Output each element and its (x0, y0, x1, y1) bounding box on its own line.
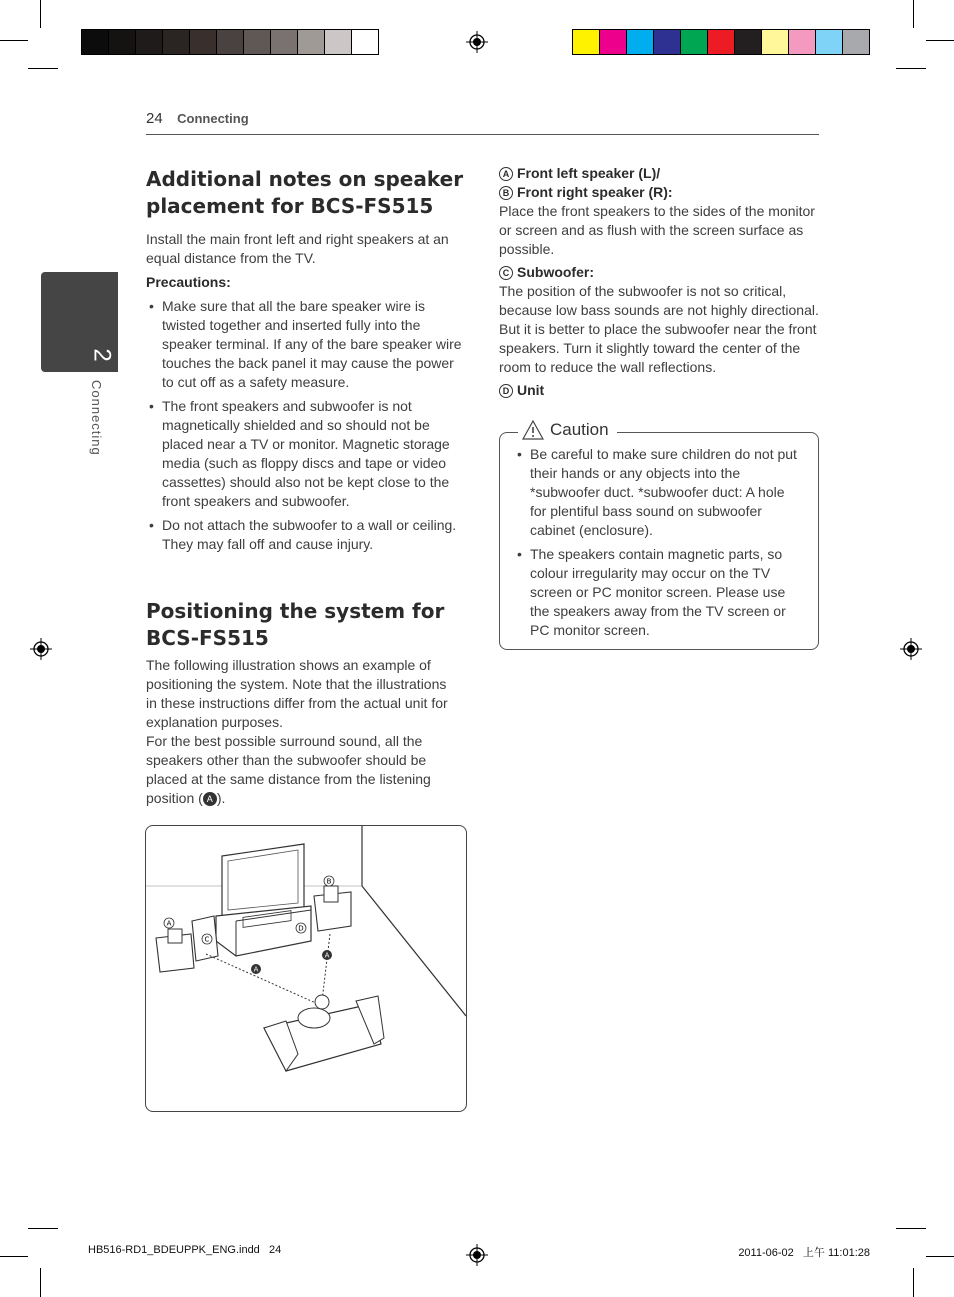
crop-mark (926, 1256, 954, 1257)
precautions-label: Precautions: (146, 274, 231, 290)
color-swatch (324, 29, 352, 55)
color-swatch (599, 29, 627, 55)
marker-c-icon: C (499, 266, 513, 280)
marker-b-icon: B (499, 186, 513, 200)
crop-mark (926, 40, 954, 41)
tv-icon (222, 844, 304, 916)
chapter-number: 2 (88, 348, 116, 362)
crop-mark (40, 0, 41, 28)
room-illustration (146, 826, 466, 1111)
color-swatch (243, 29, 271, 55)
precautions-list (146, 297, 466, 554)
item-d (499, 381, 821, 400)
speaker-a-box (168, 929, 182, 943)
label-d: D (298, 924, 304, 933)
item-b-label: Front right speaker (R): (517, 184, 673, 200)
crop-mark (913, 1268, 914, 1297)
list-item: • The front speakers and subwoofer is not magnetically shielded and so should not be placed near a TV or monitor. Magnetic storage media (such as floppy discs and tape or video cassettes) should also not be kept close to the front speakers and subwoofer. (146, 397, 466, 511)
color-swatch (734, 29, 762, 55)
color-swatch (680, 29, 708, 55)
color-swatch (653, 29, 681, 55)
distance-line (206, 954, 318, 1004)
heading-positioning: Positioning the system for BCS-FS515 (146, 599, 445, 650)
registration-mark-icon (900, 638, 922, 660)
crop-mark (896, 1228, 926, 1229)
warning-icon (522, 420, 544, 440)
color-swatch (135, 29, 163, 55)
positioning-section (146, 598, 458, 808)
chapter-tab (41, 272, 118, 372)
crop-mark (40, 1268, 41, 1297)
registration-mark-icon (30, 638, 52, 660)
caution-list (514, 445, 804, 645)
listener-body (298, 1008, 330, 1028)
distance-line (322, 934, 330, 1001)
color-swatch (81, 29, 109, 55)
label-c: C (204, 935, 210, 944)
registration-mark-icon (466, 31, 488, 53)
crop-mark (913, 0, 914, 28)
crop-mark (28, 1228, 58, 1229)
item-a (499, 164, 821, 183)
caution-header (518, 420, 617, 440)
color-swatch (815, 29, 843, 55)
item-d-label: Unit (517, 382, 545, 398)
registration-mark-icon (466, 1244, 488, 1266)
label-a-distance: A (324, 951, 330, 960)
positioning-paragraph: The following illustration shows an example of positioning the system. Note that the illustrations in these instructions differ from the actual unit for explanation purposes. (146, 657, 448, 730)
front-speakers-text: Place the front speakers to the sides of the monitor or screen and as flush with the screen surface as possible. (499, 203, 815, 257)
section-title: Connecting (177, 111, 249, 126)
color-swatch (788, 29, 816, 55)
page-number: 24 (146, 110, 163, 127)
left-column (146, 166, 466, 559)
marker-d-icon: D (499, 384, 513, 398)
list-item: • Do not attach the subwoofer to a wall or ceiling. They may fall off and cause injury. (146, 516, 466, 554)
speaker-b-box (324, 886, 338, 902)
crop-mark (28, 68, 58, 69)
color-swatch (162, 29, 190, 55)
footer-timestamp: 2011-06-02 上午 11:01:28 (738, 1247, 870, 1259)
label-b: B (326, 877, 332, 886)
surround-paragraph (146, 732, 458, 808)
page-header (146, 110, 819, 135)
label-a: A (166, 919, 172, 928)
caution-title: Caution (550, 420, 609, 439)
label-a-distance: A (253, 965, 259, 974)
color-swatch (572, 29, 600, 55)
footer-file: HB516-RD1_BDEUPPK_ENG.indd 24 (88, 1244, 282, 1256)
positioning-diagram (145, 825, 467, 1112)
color-swatch (189, 29, 217, 55)
color-swatch (761, 29, 789, 55)
color-swatch (626, 29, 654, 55)
crop-mark (0, 40, 28, 41)
color-swatch (707, 29, 735, 55)
color-swatch (108, 29, 136, 55)
listener-head-icon (315, 995, 329, 1009)
item-c-label: Subwoofer: (517, 264, 594, 280)
subwoofer-text: The position of the subwoofer is not so critical, because low bass sounds are not highly directional. But it is better to place the subwoofer near the front speakers. Turn it slightly toward the center of the room to reduce the wall reflections. (499, 283, 819, 375)
chapter-label: Connecting (89, 380, 104, 456)
marker-a-icon: A (499, 167, 513, 181)
color-swatch (297, 29, 325, 55)
color-swatch (270, 29, 298, 55)
crop-mark (0, 1256, 28, 1257)
list-item: • The speakers contain magnetic parts, so colour irregularity may occur on the TV screen or PC monitor screen. Please use the speakers away from the TV screen or PC monitor screen. (514, 545, 804, 640)
heading-speaker-placement: Additional notes on speaker placement for BCS-FS515 (146, 167, 464, 218)
color-swatch (842, 29, 870, 55)
item-a-label: Front left speaker (L)/ (517, 165, 661, 181)
room-wall (362, 826, 466, 1016)
intro-paragraph: Install the main front left and right speakers at an equal distance from the TV. (146, 231, 449, 266)
marker-a-icon: A (203, 792, 217, 806)
color-swatch (216, 29, 244, 55)
crop-mark (896, 68, 926, 69)
surround-text: For the best possible surround sound, all the speakers other than the subwoofer should be placed at the same distance from the listening position ( (146, 733, 431, 806)
surround-end: ). (216, 790, 226, 806)
item-c (499, 263, 821, 282)
list-item: • Make sure that all the bare speaker wire is twisted together and inserted fully into the speaker terminal. If any of the bare speaker wire touches the back panel it may cause the power to cut off as a safety measure. (146, 297, 466, 392)
right-column (499, 164, 821, 400)
caution-box (499, 420, 819, 650)
list-item: • Be careful to make sure children do not put their hands or any objects into the *subwoofer duct. *subwoofer duct: A hole for plentiful bass sound on subwoofer cabinet (enclosure). (514, 445, 804, 540)
color-swatch (351, 29, 379, 55)
item-b (499, 183, 821, 202)
